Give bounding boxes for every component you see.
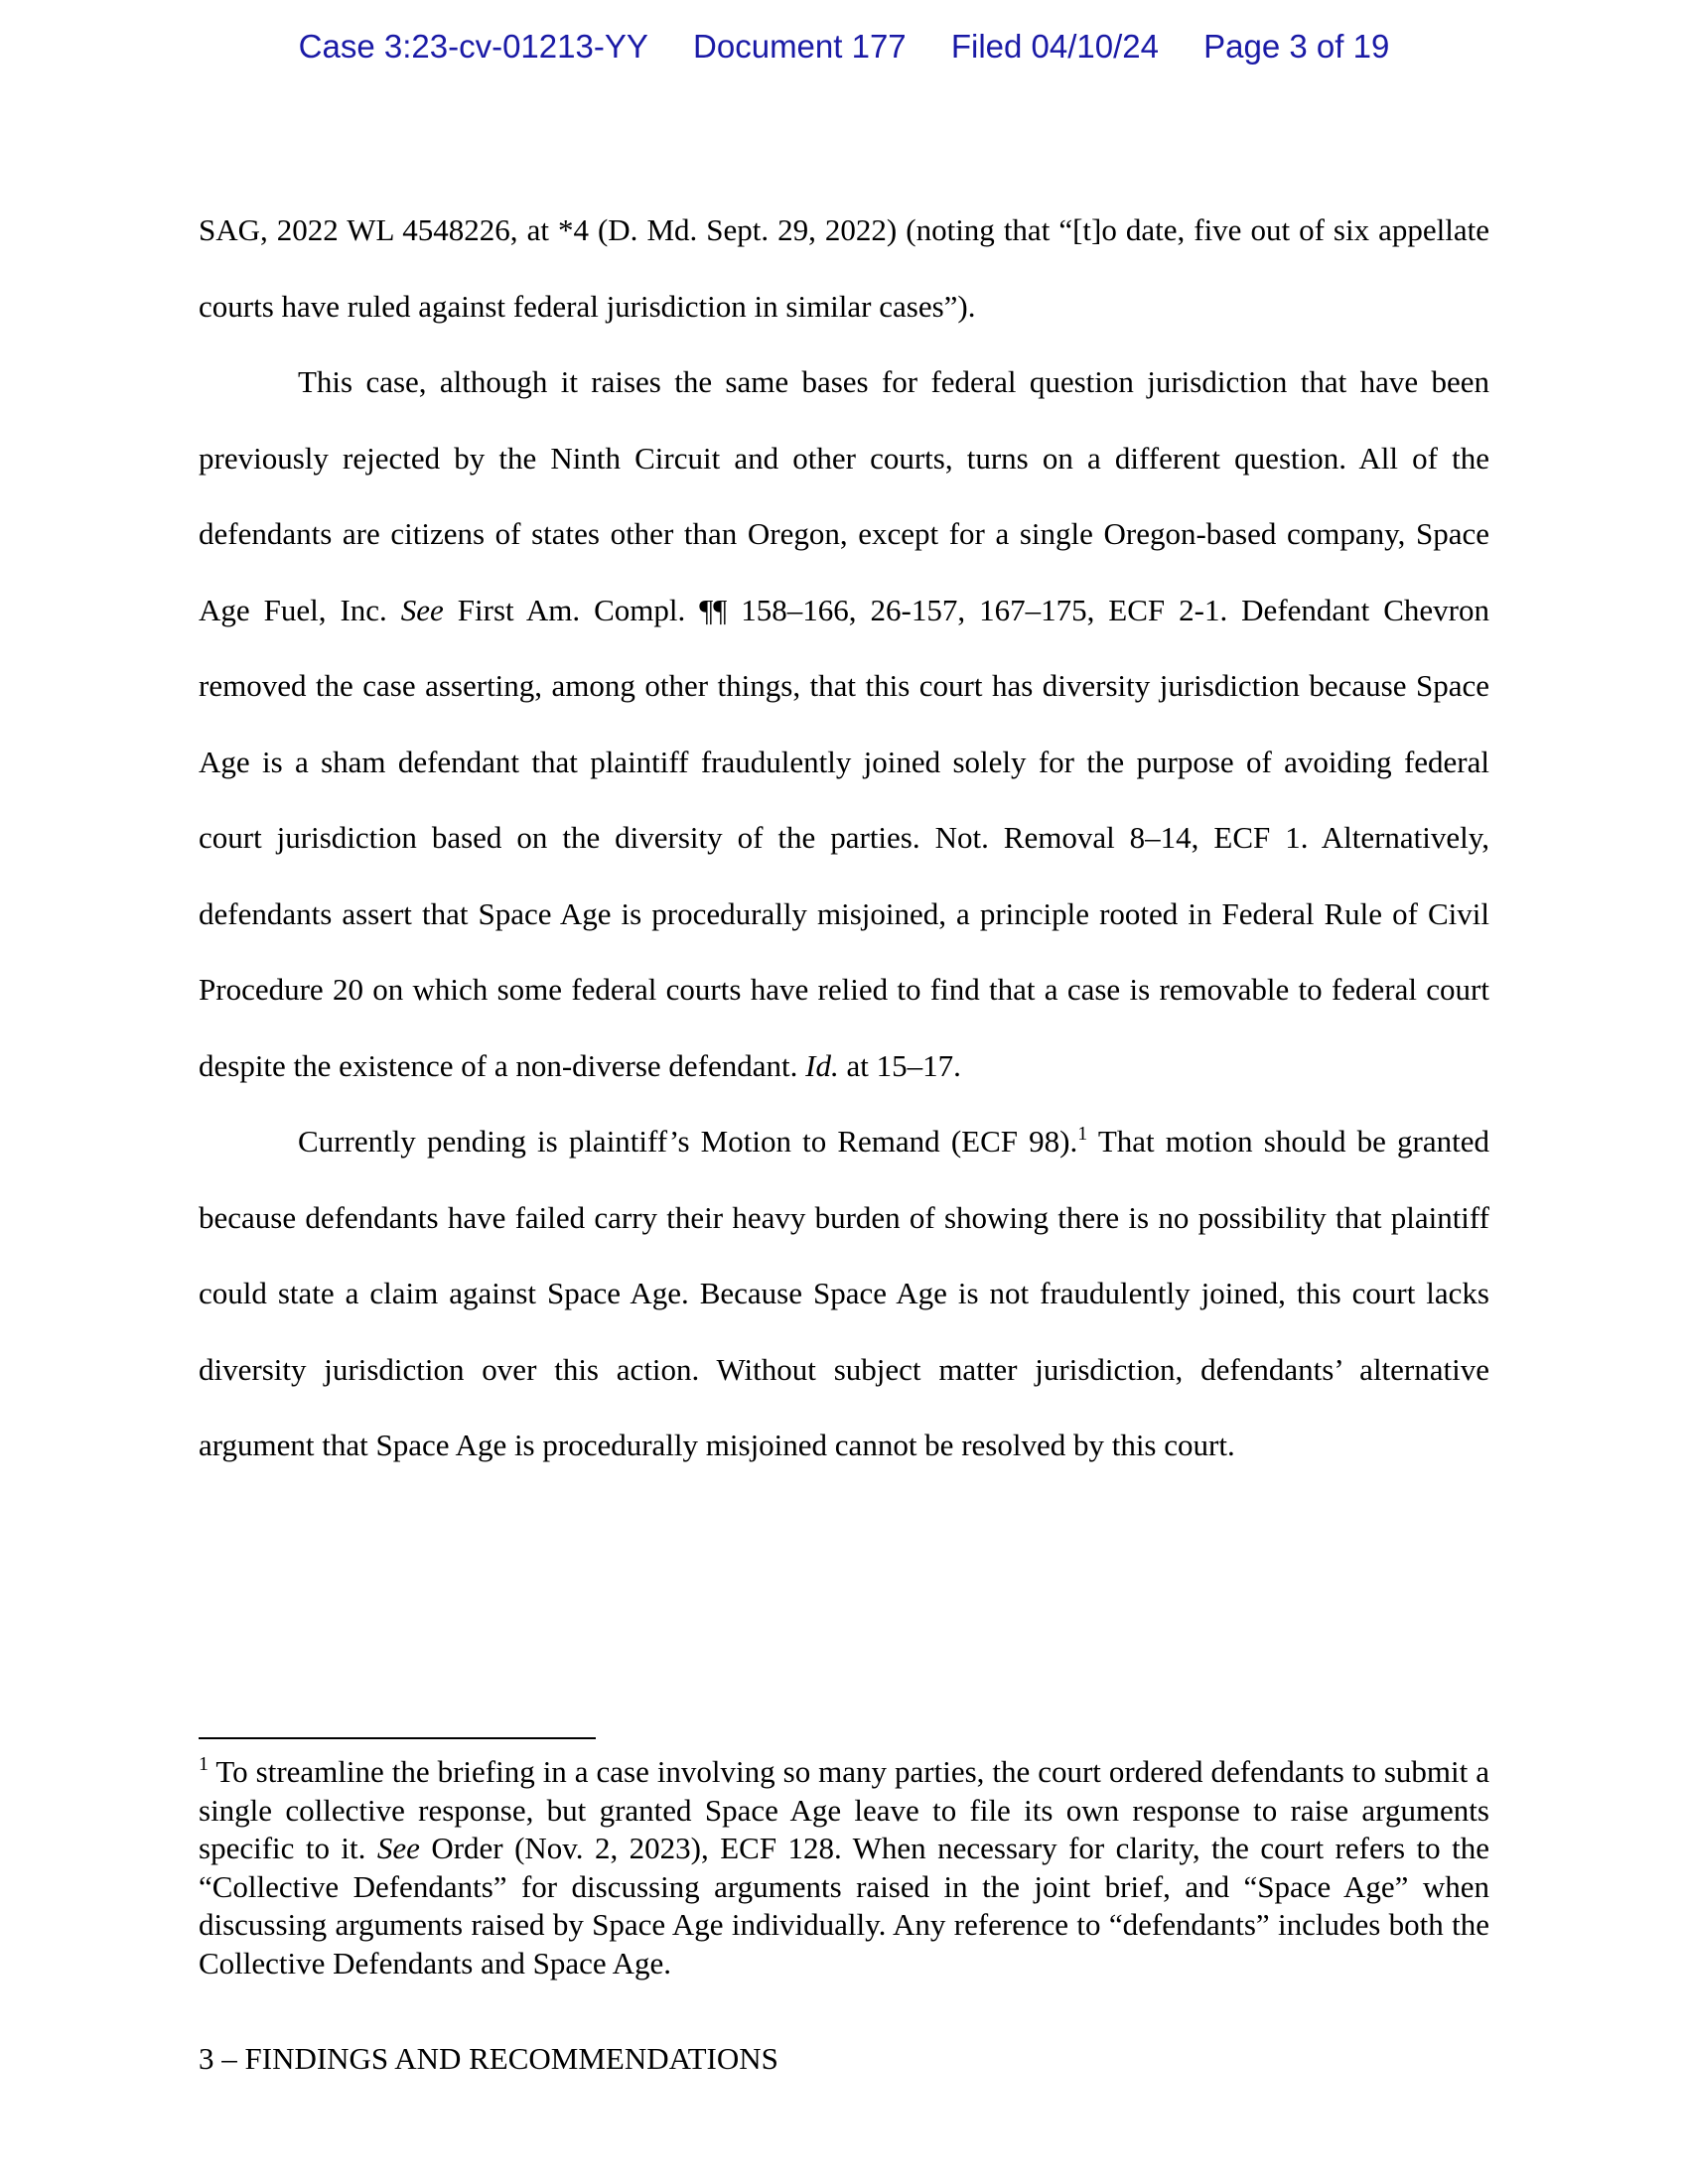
paragraph-3-text-cont: That motion should be granted because defendants have failed carry their heavy burden of showing there is no possibility that plaintiff could state a claim against Space Age. Because Space Age is not fraudulently joined, this court lacks diversity jurisdiction over this action. Without subject matter jurisdiction, defendants’ alternative argument that Space Age is procedurally misjoined cannot be resolved by this court. — [199, 1124, 1489, 1462]
footnote-signal-see: See — [376, 1831, 420, 1865]
footnote-number: 1 — [199, 1753, 209, 1775]
paragraph-3 — [199, 1104, 1489, 1484]
header-filed-date: Filed 04/10/24 — [950, 28, 1159, 65]
footnote-text-cont: Order (Nov. 2, 2023), ECF 128. When necessary for clarity, the court refers to the “Collective Defendants” for discussing arguments raised in the joint brief, and “Space Age” when discussing arguments raised by Space Age individually. Any reference to “defendants” includes both the Collective Defendants and Space Age. — [199, 1831, 1489, 1980]
page-footer: 3 – FINDINGS AND RECOMMENDATIONS — [199, 2041, 778, 2076]
header-document-number: Document 177 — [693, 28, 907, 65]
signal-id: Id. — [805, 1047, 839, 1083]
paragraph-3-text: Currently pending is plaintiff’s Motion to Remand (ECF 98). — [298, 1124, 1078, 1159]
paragraph-2 — [199, 344, 1489, 1104]
paragraph-2-text-end: at 15–17. — [838, 1047, 961, 1083]
paragraph-1 — [199, 193, 1489, 344]
footnote-divider — [199, 1737, 596, 1739]
ecf-header — [0, 28, 1688, 66]
paragraph-2-text-cont: First Am. Compl. ¶¶ 158–166, 26-157, 167–175, ECF 2-1. Defendant Chevron removed the case asserting, among other things, that this court has diversity jurisdiction because Space Age is a sham defendant that plaintiff fraudulently joined solely for the purpose of avoiding federal court jurisdiction based on the diversity of the parties. Not. Removal 8–14, ECF 1. Alternatively, defendants assert that Space Age is procedurally misjoined, a principle rooted in Federal Rule of Civil Procedure 20 on which some federal courts have relied to find that a case is removable to federal court despite the existence of a non-diverse defendant. — [199, 592, 1490, 1083]
paragraph-1-text: SAG, 2022 WL 4548226, at *4 (D. Md. Sept. 29, 2022) (noting that “[t]o date, five out of six appellate courts have ruled against federal jurisdiction in similar cases”). — [199, 212, 1489, 324]
document-body — [199, 193, 1489, 1484]
header-page-count: Page 3 of 19 — [1203, 28, 1390, 65]
footnote-reference: 1 — [1077, 1123, 1088, 1145]
paragraph-2-text: This case, although it raises the same bases for federal question jurisdiction that have been previously rejected by the Ninth Circuit and other courts, turns on a different question. All of the defendants are citizens of states other than Oregon, except for a single Oregon-based company, Space Age Fuel, Inc. — [199, 364, 1489, 627]
footnote-1 — [199, 1753, 1489, 1982]
header-case-number: Case 3:23-cv-01213-YY — [298, 28, 648, 65]
footnote-text: To streamline the briefing in a case involving so many parties, the court ordered defendants to submit a single collective response, but granted Space Age leave to file its own response to raise arguments specific to it. — [199, 1754, 1489, 1865]
signal-see: See — [400, 592, 444, 627]
